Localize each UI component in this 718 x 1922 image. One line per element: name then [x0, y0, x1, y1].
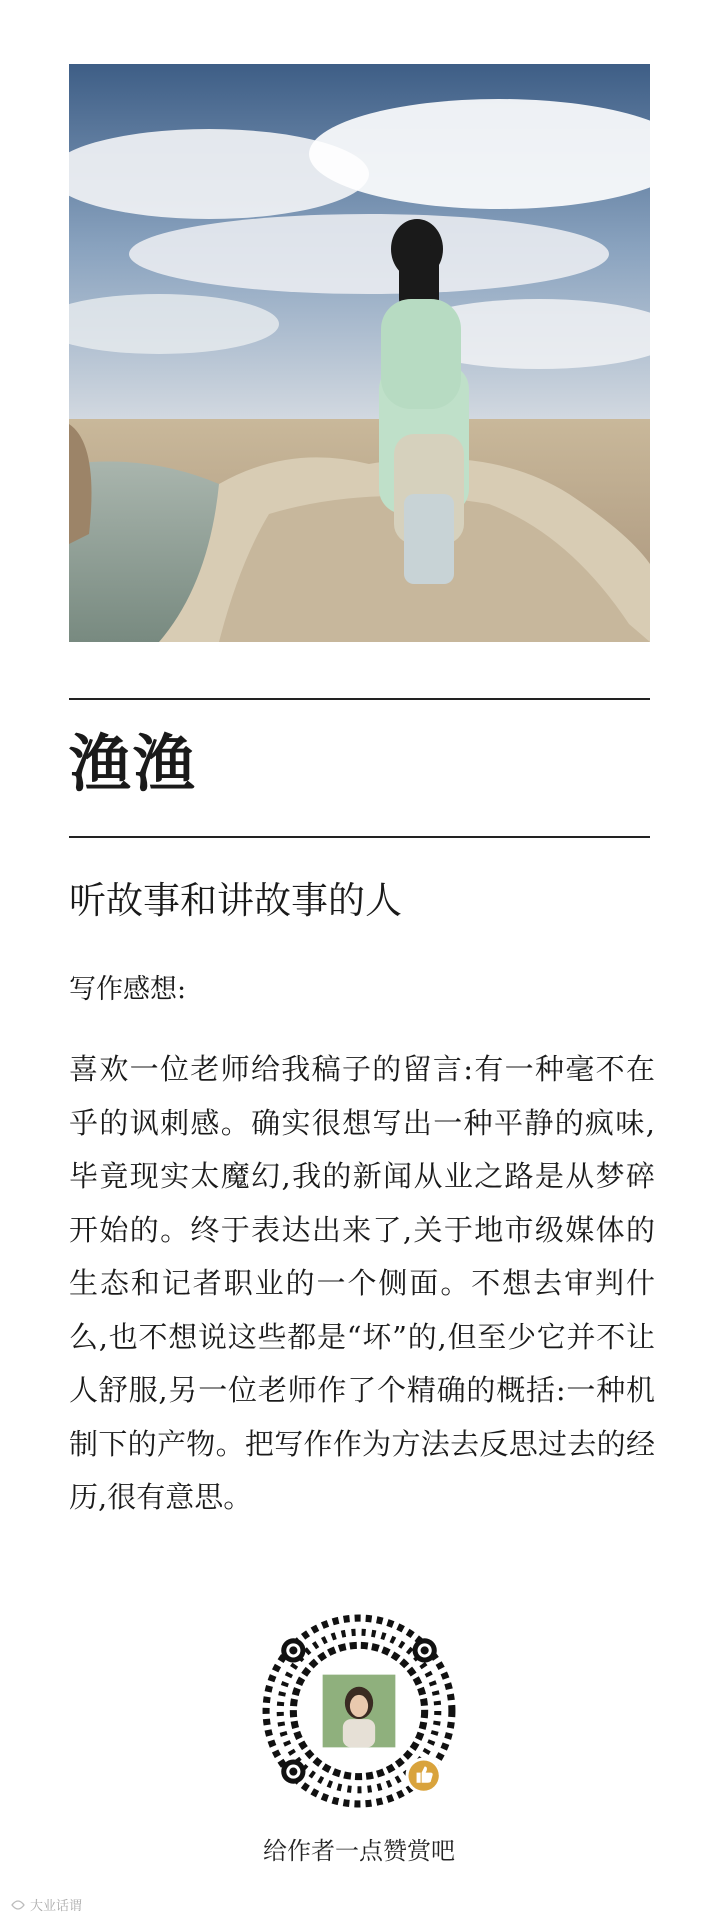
- watermark-logo-icon: [10, 1899, 26, 1911]
- watermark-text: 大业话谓: [30, 1899, 83, 1914]
- author-tagline: 听故事和讲故事的人: [69, 879, 402, 922]
- author-name: 渔渔: [69, 727, 198, 800]
- author-photo: [69, 64, 650, 642]
- watermark: [10, 1895, 82, 1914]
- section-label: 写作感想:: [69, 974, 187, 1005]
- reward-caption: 给作者一点赞赏吧: [263, 1837, 455, 1865]
- bottom-divider: [69, 836, 650, 838]
- reflection-text: 喜欢一位老师给我稿子的留言:有一种毫不在乎的讽刺感。确实很想写出一种平静的疯味,毕竟现实太魔幻,我的新闻从业之路是从梦碎开始的。终于表达出来了,关于地市级媒体的生态和记者职业的一个侧面。不想去审判什么,也不想说这些都是“坏”的,但至少它并不让人舒服,另一位老师作了个精确的概括:一种机制下的产物。把写作作为方法去反思过去的经历,很有意思。: [69, 1052, 655, 1514]
- reward-qr-code[interactable]: [258, 1610, 460, 1812]
- top-divider: [69, 698, 650, 700]
